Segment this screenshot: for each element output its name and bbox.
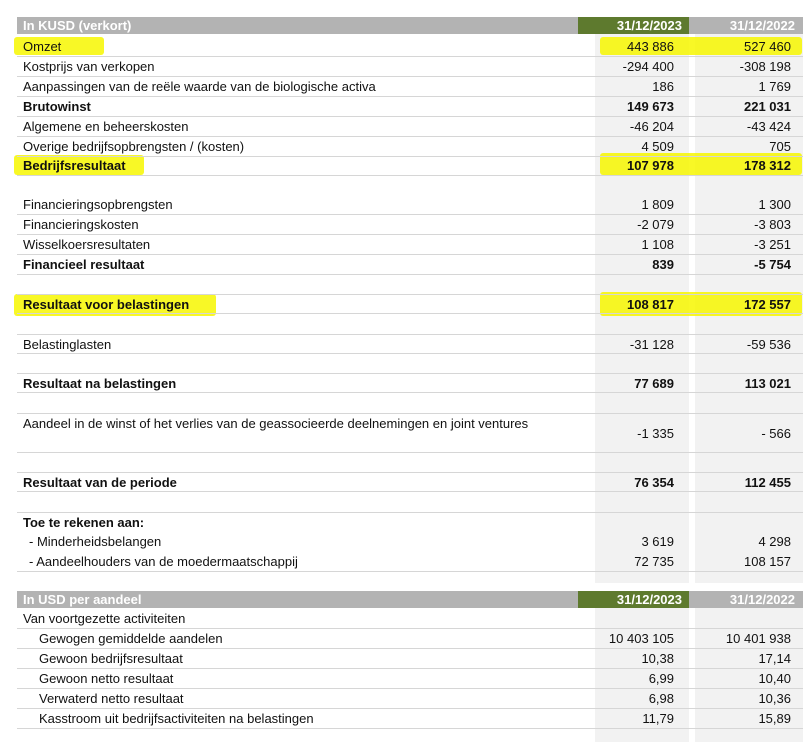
- row-label: - Minderheidsbelangen: [29, 534, 162, 549]
- table-row: [17, 689, 803, 709]
- table1-header-col1: 31/12/2023: [578, 17, 689, 34]
- row-label: - Aandeelhouders van de moedermaatschappij: [29, 554, 298, 569]
- row-value-2023: 149 673: [627, 99, 674, 114]
- table2-header-title: In USD per aandeel: [23, 592, 142, 607]
- row-label: Bedrijfsresultaat: [23, 158, 126, 173]
- row-value-2022: 172 557: [744, 297, 791, 312]
- row-value-2022: - 566: [761, 426, 791, 441]
- row-label: Gewoon bedrijfsresultaat: [39, 651, 183, 666]
- row-value-2022: 17,14: [758, 651, 791, 666]
- table-row: [17, 552, 803, 572]
- row-label: Resultaat van de periode: [23, 475, 177, 490]
- row-label: Brutowinst: [23, 99, 91, 114]
- row-label: Resultaat voor belastingen: [23, 297, 190, 312]
- table-row: [17, 413, 803, 453]
- row-value-2022: -43 424: [746, 119, 791, 134]
- table-row: [17, 294, 803, 314]
- row-value-2023: -1 335: [637, 426, 674, 441]
- row-value-2022: -308 198: [739, 59, 791, 74]
- row-value-2022: 112 455: [744, 475, 791, 490]
- row-value-2022: -3 251: [754, 237, 791, 252]
- row-label: Omzet: [23, 39, 62, 54]
- row-value-2022: 221 031: [744, 99, 791, 114]
- table2-header-col2: 31/12/2022: [695, 591, 803, 608]
- table-row: [17, 373, 803, 393]
- row-label: Overige bedrijfsopbrengsten / (kosten): [23, 139, 245, 154]
- row-value-2022: 10,36: [758, 691, 791, 706]
- row-value-2023: -31 128: [629, 337, 674, 352]
- row-value-2023: 6,98: [648, 691, 674, 706]
- table-row: [17, 472, 803, 492]
- table-row: [17, 235, 803, 255]
- row-label: Belastinglasten: [23, 337, 112, 352]
- row-value-2023: 76 354: [634, 475, 674, 490]
- row-label: Financieringsopbrengsten: [23, 197, 173, 212]
- table1-header: [17, 17, 803, 34]
- row-value-2023: 77 689: [634, 376, 674, 391]
- row-value-2023: 107 978: [627, 158, 674, 173]
- row-value-2023: 6,99: [648, 671, 674, 686]
- row-label: Gewogen gemiddelde aandelen: [39, 631, 223, 646]
- row-value-2023: 11,79: [642, 711, 674, 726]
- row-value-2023: 3 619: [641, 534, 674, 549]
- row-value-2022: 108 157: [744, 554, 791, 569]
- table-row: [17, 117, 803, 137]
- row-value-2023: 108 817: [627, 297, 674, 312]
- table-row: [17, 334, 803, 354]
- row-label: Kasstroom uit bedrijfsactiviteiten na belastingen: [39, 711, 314, 726]
- table-row: [17, 57, 803, 77]
- row-value-2023: 1 108: [641, 237, 674, 252]
- row-value-2023: 10,38: [641, 651, 674, 666]
- row-value-2023: 1 809: [641, 197, 674, 212]
- table-row: [17, 649, 803, 669]
- row-label: Aandeel in de winst of het verlies van de geassocieerde deelnemingen en joint ventures: [23, 416, 529, 431]
- row-label: Wisselkoersresultaten: [23, 237, 151, 252]
- row-value-2023: 839: [652, 257, 674, 272]
- row-value-2023: -294 400: [622, 59, 674, 74]
- row-value-2022: 10,40: [758, 671, 791, 686]
- row-value-2022: 1 300: [758, 197, 791, 212]
- table-row: [17, 137, 803, 157]
- row-label: Van voortgezette activiteiten: [23, 611, 186, 626]
- table-row: [17, 709, 803, 729]
- row-label: Resultaat na belastingen: [23, 376, 177, 391]
- table2-header-col1: 31/12/2023: [578, 591, 689, 608]
- row-value-2022: 113 021: [744, 376, 791, 391]
- row-label: Financieringskosten: [23, 217, 139, 232]
- row-label: Toe te rekenen aan:: [23, 515, 145, 530]
- table-row: [17, 629, 803, 649]
- row-value-2022: -59 536: [746, 337, 791, 352]
- row-value-2022: 10 401 938: [725, 631, 791, 646]
- row-value-2023: 4 509: [641, 139, 674, 154]
- row-value-2023: 72 735: [634, 554, 674, 569]
- table-row: [17, 195, 803, 215]
- table1-header-title: In KUSD (verkort): [23, 18, 132, 33]
- row-value-2022: 178 312: [744, 158, 791, 173]
- table1-header-col2: 31/12/2022: [695, 17, 803, 34]
- table2-header: [17, 591, 803, 608]
- row-value-2022: 4 298: [758, 534, 791, 549]
- table-row: [17, 97, 803, 117]
- row-label: Financieel resultaat: [23, 257, 145, 272]
- table-row: [17, 512, 803, 532]
- row-value-2022: -3 803: [754, 217, 791, 232]
- table-row: [17, 77, 803, 97]
- row-value-2022: 15,89: [758, 711, 791, 726]
- row-value-2023: 443 886: [627, 39, 674, 54]
- row-value-2023: -46 204: [629, 119, 674, 134]
- row-label: Aanpassingen van de reële waarde van de biologische activa: [23, 79, 376, 94]
- row-value-2023: 10 403 105: [608, 631, 674, 646]
- row-label: Algemene en beheerskosten: [23, 119, 189, 134]
- row-label: Kostprijs van verkopen: [23, 59, 155, 74]
- table-row: [17, 255, 803, 275]
- row-value-2022: -5 754: [754, 257, 791, 272]
- table-row: [17, 215, 803, 235]
- row-value-2022: 705: [769, 139, 791, 154]
- row-value-2023: -2 079: [637, 217, 674, 232]
- row-label: Verwaterd netto resultaat: [39, 691, 184, 706]
- row-value-2023: 186: [652, 79, 674, 94]
- table-row: [17, 532, 803, 552]
- table-row: [17, 37, 803, 57]
- table-row: [17, 669, 803, 689]
- table-row: [17, 609, 803, 629]
- row-value-2022: 527 460: [744, 39, 791, 54]
- row-label: Gewoon netto resultaat: [39, 671, 174, 686]
- row-value-2022: 1 769: [758, 79, 791, 94]
- table-row: [17, 156, 803, 176]
